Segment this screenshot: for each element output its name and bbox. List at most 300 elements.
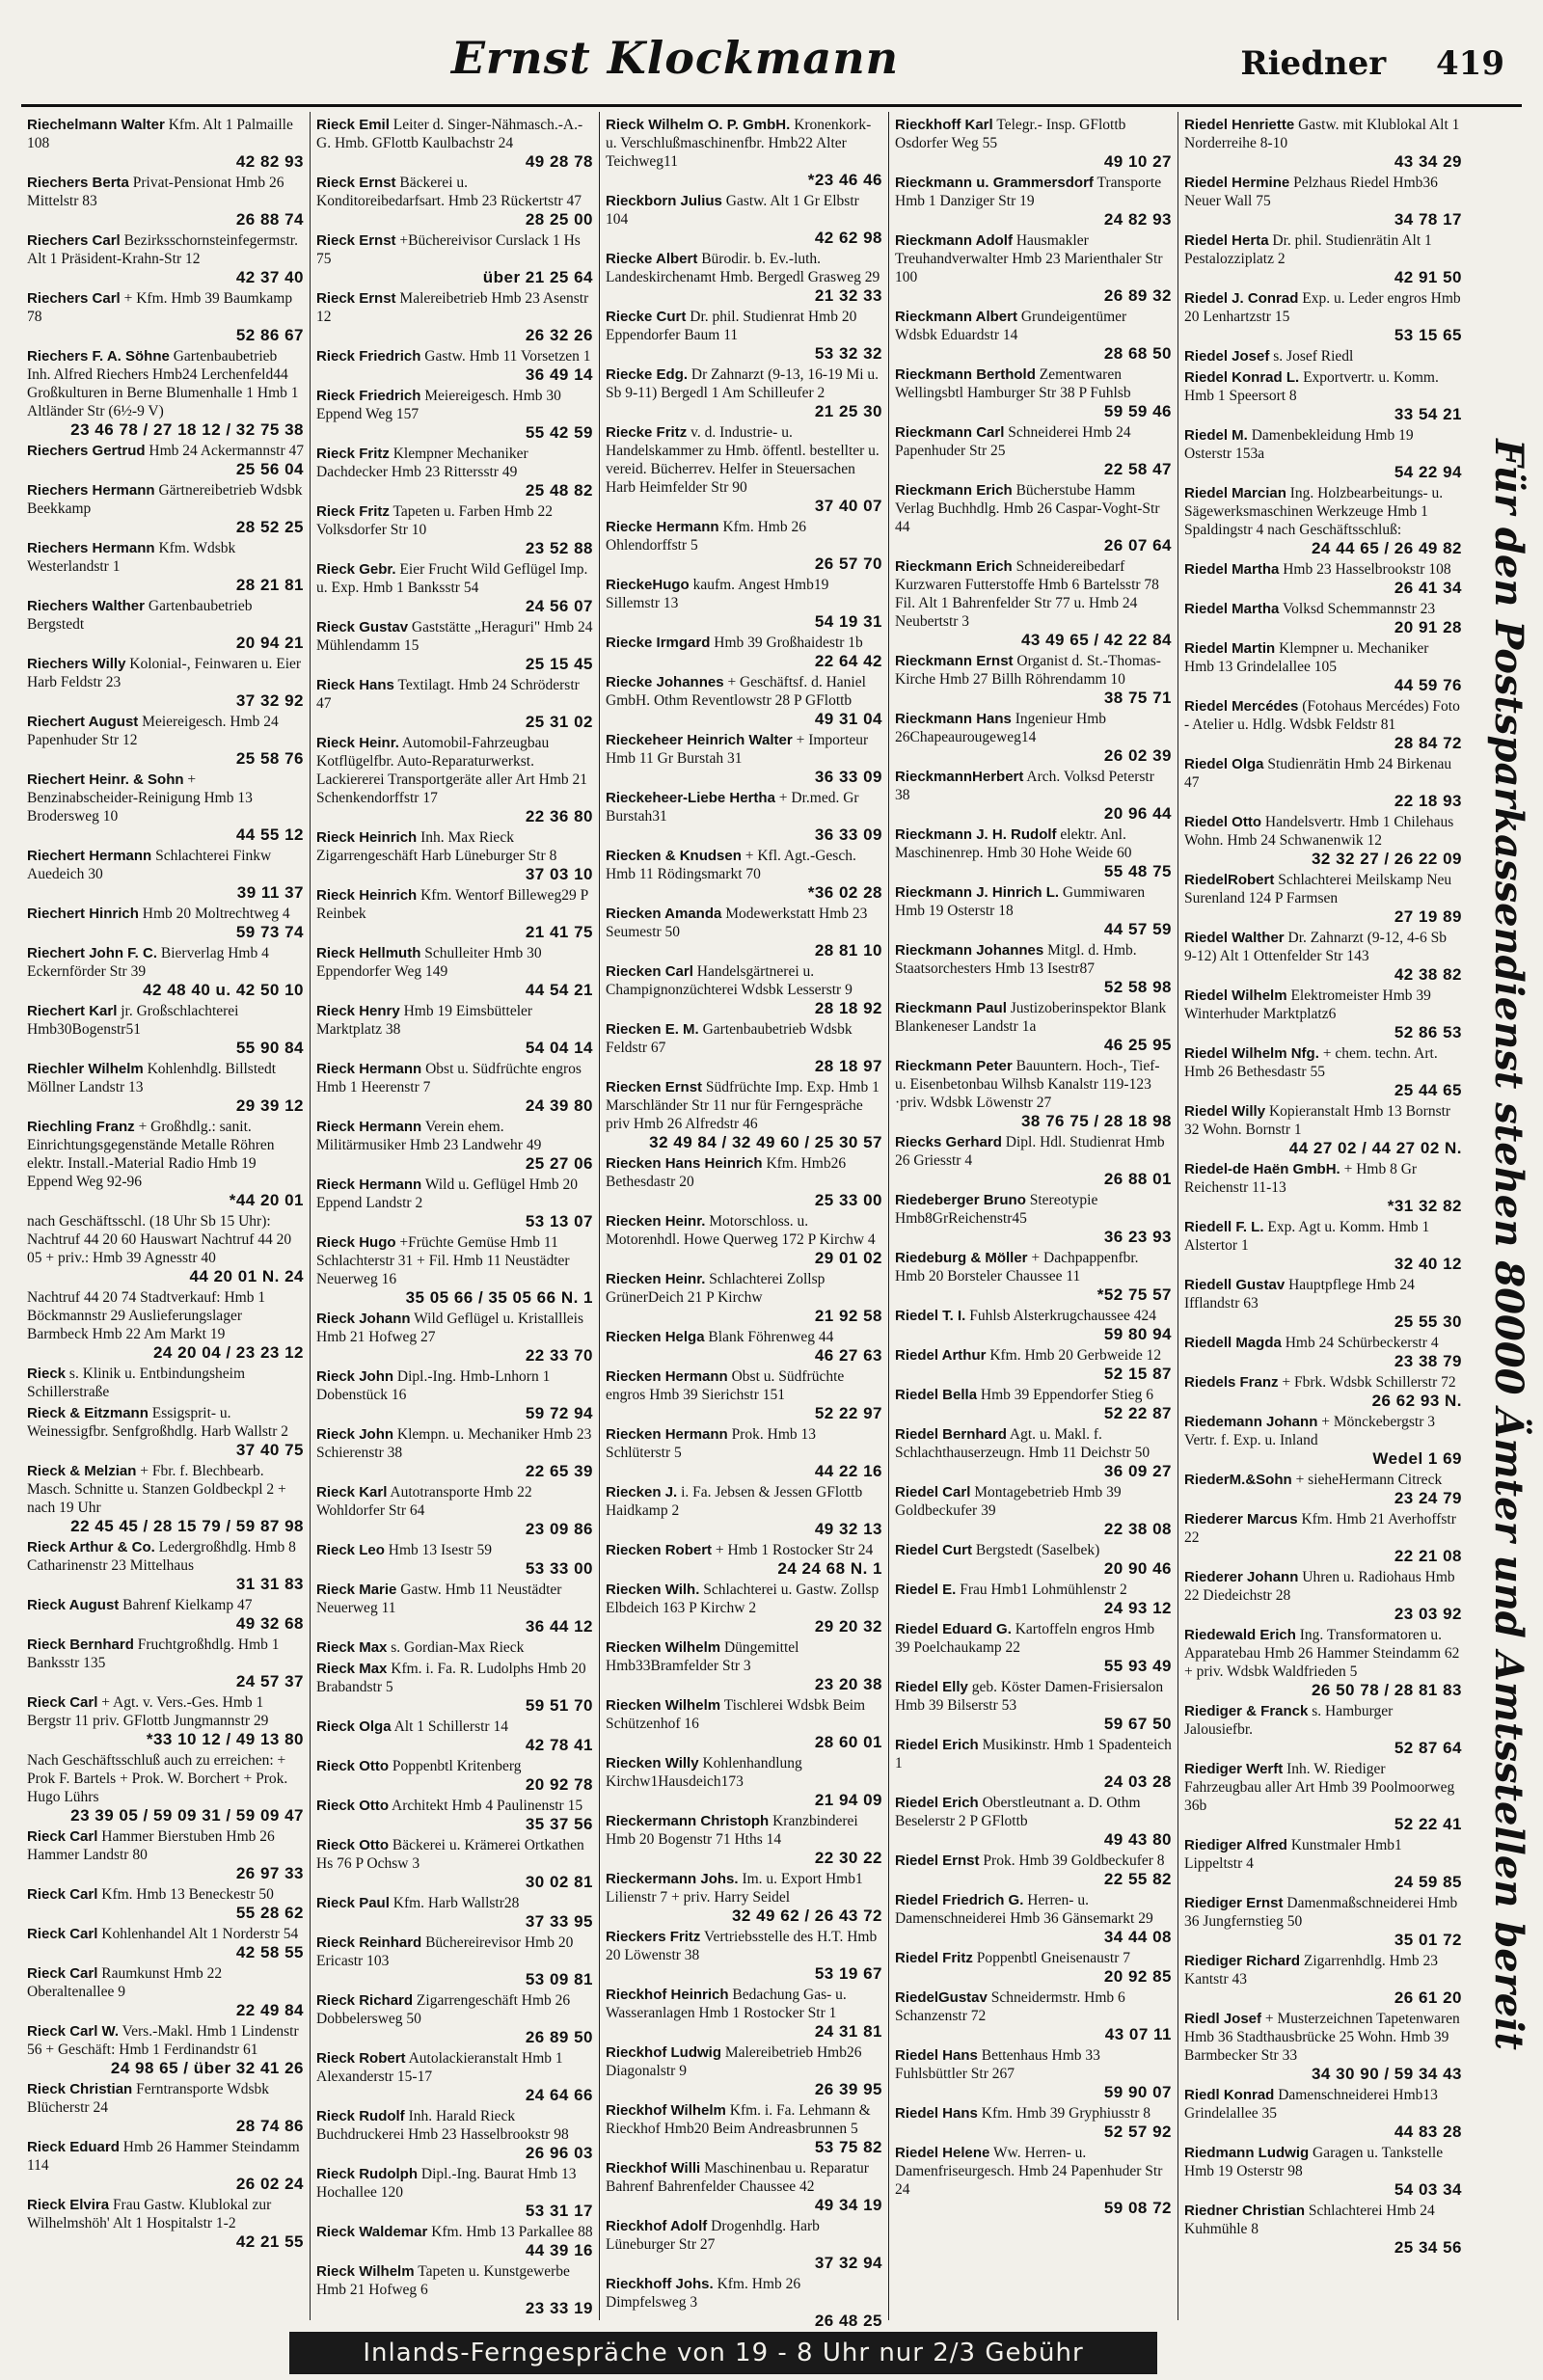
- entry-name: Riedel Fritz: [895, 1950, 973, 1966]
- entry-description: Ing. Holzbearbeitungs- u. Sägewerksmaschinen Werkzeuge Hmb 1 Spaldingstr 4 nach Geschäftsschluß:: [1184, 485, 1444, 538]
- entry-description: Agt. u. Makl. f. Schlachthauserzeugn. Hmb 11 Deichstr 50: [895, 1426, 1150, 1461]
- entry-phone: 44 59 76: [1394, 676, 1462, 694]
- entry-name: Riechers Gertrud: [27, 443, 146, 459]
- entry-name: Rieckmann Adolf: [895, 232, 1013, 249]
- entry-name: Riedel Erich: [895, 1737, 979, 1753]
- directory-entry: [316, 618, 593, 673]
- entry-phone: 52 57 92: [1103, 2123, 1172, 2141]
- directory-entry: [1184, 347, 1462, 365]
- entry-description: Inh. Harald Rieck Buchdruckerei Hmb 23 Hasselbrookstr 98: [316, 2108, 569, 2143]
- directory-entry: [1184, 755, 1462, 810]
- entry-phone: 36 09 27: [1103, 1462, 1172, 1480]
- entry-description: Kfm. Hmb 13 Beneckestr 50: [101, 1886, 274, 1903]
- directory-entry: [27, 771, 304, 844]
- directory-entry: [316, 2165, 593, 2220]
- entry-description: Maschinenbau u. Reparatur Bahrenf Bahrenfelder Chaussee 42: [606, 2160, 869, 2195]
- entry-phone: 22 45 45 / 28 15 79 / 59 87 98: [70, 1517, 304, 1535]
- directory-entry: [316, 2223, 593, 2259]
- publisher-logo-text: Ernst Klockmann: [450, 32, 900, 84]
- directory-entry: [27, 1827, 304, 1882]
- entry-name: Riecken Wilhelm: [606, 1639, 721, 1656]
- entry-name: Riecke Hermann: [606, 519, 719, 535]
- entry-name: Riedel Martha: [1184, 601, 1280, 617]
- entry-phone: 52 86 67: [235, 326, 304, 344]
- entry-description: Gaststätte „Heraguri" Hmb 24 Mühlendamm 15: [316, 619, 593, 654]
- directory-entry: [1184, 1702, 1462, 1757]
- entry-phone: 35 37 56: [525, 1815, 593, 1833]
- entry-phone: 24 31 81: [814, 2022, 882, 2041]
- entry-description: + Dachpappenfbr. Hmb 20 Borsteler Chaussee 11: [895, 1250, 1139, 1285]
- entry-phone: 38 75 71: [1103, 689, 1172, 707]
- entry-description: Elektromeister Hmb 39 Winterhuder Marktplatz6: [1184, 987, 1431, 1022]
- entry-phone: 26 41 34: [1394, 579, 1462, 597]
- entry-name: Riecken Hermann: [606, 1426, 728, 1443]
- entry-description: Automobil-Fahrzeugbau Kotflügelfbr. Auto-Reparaturwerkst. Lackiererei Transportgeräte aller Art Hmb 21 Schenkendorffstr 17: [316, 735, 588, 806]
- directory-entry: [1184, 697, 1462, 752]
- entry-phone: 25 48 82: [525, 481, 593, 500]
- entry-name: Riechers Carl: [27, 290, 121, 307]
- entry-description: Schlachterei Meilskamp Neu Surenland 124 P Farmsen: [1184, 872, 1452, 906]
- entry-name: Riecken Wilhelm: [606, 1697, 721, 1714]
- entry-name: Riedel Otto: [1184, 814, 1262, 830]
- directory-entry: [316, 676, 593, 731]
- entry-description: nach Geschäftsschl. (18 Uhr Sb 15 Uhr): Nachtruf 44 20 60 Hauswart Nachtruf 44 20 05 + priv.: Hmb 39 Agnesstr 40: [27, 1213, 292, 1266]
- entry-phone: 24 20 04 / 23 23 12: [152, 1343, 304, 1362]
- entry-phone: 44 55 12: [235, 825, 304, 844]
- entry-phone: 55 28 62: [235, 1904, 304, 1922]
- entry-name: Riecke Albert: [606, 251, 698, 267]
- entry-description: Privat-Pensionat Hmb 26 Mittelstr 83: [27, 175, 284, 209]
- entry-name: Riediger Alfred: [1184, 1837, 1287, 1853]
- entry-description: Exportvertr. u. Komm. Hmb 1 Speersort 8: [1184, 369, 1439, 404]
- directory-entry: [895, 1541, 1172, 1578]
- entry-description: Kfm. Hmb 20 Gerbweide 12: [989, 1347, 1162, 1364]
- entry-description: Eier Frucht Wild Geflügel Imp. u. Exp. Hmb 1 Banksstr 54: [316, 561, 588, 596]
- entry-name: Riedel Erich: [895, 1795, 979, 1811]
- entry-name: Rieck Leo: [316, 1542, 385, 1558]
- entry-phone: 32 40 12: [1394, 1255, 1462, 1273]
- entry-description: Fruchtgroßhdlg. Hmb 1 Banksstr 135: [27, 1636, 280, 1671]
- entry-phone: 26 97 33: [235, 1864, 304, 1882]
- entry-name: Riecken Hans Heinrich: [606, 1155, 763, 1172]
- directory-entry: [316, 1894, 593, 1931]
- entry-phone: 30 02 81: [525, 1873, 593, 1891]
- entry-description: Vers.-Makl. Hmb 1 Lindenstr 56 + Geschäft: Hmb 1 Ferdinandstr 61: [27, 2023, 299, 2058]
- entry-description: Ingenieur Hmb 26Chapeaurougeweg14: [895, 711, 1107, 745]
- entry-name: Riedeburg & Möller: [895, 1250, 1028, 1266]
- entry-phone: 24 44 65 / 26 49 82: [1311, 539, 1462, 557]
- directory-entry: [1184, 368, 1462, 423]
- entry-description: Tapeten u. Kunstgewerbe Hmb 21 Hofweg 6: [316, 2263, 570, 2298]
- entry-description: Hmb 26 Hammer Steindamm 114: [27, 2139, 300, 2174]
- entry-name: Riedel Hans: [895, 2105, 978, 2122]
- entry-name: Rieck Hans: [316, 677, 394, 693]
- directory-entry: [316, 1836, 593, 1891]
- entry-name: Riediger Ernst: [1184, 1895, 1284, 1911]
- entry-description: Inh. Max Rieck Zigarrengeschäft Harb Lüneburger Str 8: [316, 829, 557, 864]
- directory-entry: [895, 1133, 1172, 1188]
- entry-description: Malereibetrieb Hmb26 Diagonalstr 9: [606, 2044, 862, 2079]
- directory-entry: [1184, 484, 1462, 557]
- entry-name: Riedell F. L.: [1184, 1219, 1264, 1235]
- entry-description: Verein ehem. Militärmusiker Hmb 23 Landwehr 49: [316, 1119, 542, 1153]
- entry-name: Rieck Carl: [27, 1694, 98, 1711]
- entry-description: Schneidermstr. Hmb 6 Schanzenstr 72: [895, 1989, 1125, 2024]
- entry-description: Dipl.-Ing. Hmb-Lnhorn 1 Dobenstück 16: [316, 1368, 551, 1403]
- directory-entry: [27, 1596, 304, 1633]
- directory-entry: [606, 1754, 882, 1809]
- entry-description: Zigarrengeschäft Hmb 26 Dobbelersweg 50: [316, 1992, 571, 2027]
- entry-phone: 21 25 30: [814, 402, 882, 420]
- entry-name: Rieckmann u. Grammersdorf: [895, 175, 1094, 191]
- directory-entry: [27, 174, 304, 229]
- entry-phone: 20 94 21: [235, 634, 304, 652]
- entry-name: RiederM.&Sohn: [1184, 1472, 1292, 1488]
- entry-phone: 22 36 80: [525, 807, 593, 825]
- directory-entry: [1184, 2144, 1462, 2199]
- entry-description: Gastw. Hmb 11 Vorsetzen 1: [424, 348, 591, 365]
- directory-entry: [895, 308, 1172, 363]
- entry-description: Kohlenhandlung Kirchw1Hausdeich173: [606, 1755, 802, 1790]
- directory-entry: [316, 560, 593, 615]
- entry-phone: 24 64 66: [525, 2086, 593, 2104]
- entry-phone: 27 19 89: [1394, 907, 1462, 926]
- directory-entry: [316, 174, 593, 229]
- header-rule: [21, 104, 1522, 107]
- entry-phone: 44 22 16: [814, 1462, 882, 1480]
- entry-name: Rieck Marie: [316, 1582, 397, 1598]
- directory-entry: [27, 347, 304, 439]
- entry-name: Rieckeheer-Liebe Hertha: [606, 790, 775, 806]
- entry-name: Riecke Fritz: [606, 424, 688, 441]
- entry-description: Kunstmaler Hmb1 Lippeltstr 4: [1184, 1837, 1402, 1872]
- entry-name: Rieckermann Christoph: [606, 1813, 770, 1829]
- entry-name: Riedels Franz: [1184, 1374, 1279, 1391]
- directory-entry: [316, 231, 593, 286]
- entry-name: Riedel Willy: [1184, 1103, 1266, 1120]
- entry-description: Hmb 39 Großhaidestr 1b: [714, 635, 863, 651]
- directory-entry: [606, 962, 882, 1017]
- entry-phone: 24 56 07: [525, 597, 593, 615]
- entry-name: Rieck Bernhard: [27, 1636, 134, 1653]
- entry-name: Riedl Konrad: [1184, 2087, 1275, 2103]
- running-head: [1202, 44, 1504, 83]
- directory-entry: [895, 1386, 1172, 1422]
- entry-phone: 20 91 28: [1394, 618, 1462, 636]
- entry-name: Riecken Amanda: [606, 906, 722, 922]
- side-banner: [1479, 438, 1537, 2050]
- entry-name: Rieckhof Wilhelm: [606, 2102, 726, 2119]
- entry-description: Bahrenf Kielkamp 47: [122, 1597, 253, 1613]
- directory-entry: [1184, 871, 1462, 926]
- entry-name: Riechert August: [27, 714, 139, 730]
- entry-name: Riecken J.: [606, 1484, 678, 1501]
- entry-phone: 49 34 19: [814, 2196, 882, 2214]
- directory-entry: [316, 1660, 593, 1715]
- entry-description: Tischlerei Wdsbk Beim Schützenhof 16: [606, 1697, 866, 1732]
- entry-description: Gastw. Alt 1 Gr Elbstr 104: [606, 193, 859, 228]
- entry-name: Rieckmann Erich: [895, 482, 1013, 499]
- entry-description: Nachtruf 44 20 74 Stadtverkauf: Hmb 1 Böckmannstr 29 Auslieferungslager Barmbeck Hmb 22 Am Markt 19: [27, 1289, 266, 1342]
- directory-entry: [316, 1425, 593, 1480]
- entry-name: Rieckhof Adolf: [606, 2218, 708, 2234]
- entry-phone: 34 30 90 / 59 34 43: [1311, 2065, 1462, 2083]
- entry-description: Grundeigentümer Wdsbk Eduardstr 14: [895, 309, 1127, 343]
- directory-entry: [1184, 987, 1462, 1041]
- entry-description: Damenmaßschneiderei Hmb 36 Jungfernstieg 50: [1184, 1895, 1458, 1930]
- directory-entry: [606, 1638, 882, 1693]
- entry-phone: 25 58 76: [235, 749, 304, 768]
- entry-name: Rieck & Eitzmann: [27, 1405, 149, 1421]
- entry-phone: 26 02 24: [235, 2175, 304, 2193]
- entry-phone: *31 32 82: [1387, 1197, 1462, 1215]
- directory-entry: [895, 999, 1172, 1054]
- entry-phone: 25 15 45: [525, 655, 593, 673]
- entry-name: Rieck Emil: [316, 117, 390, 133]
- entry-name: Rieck Paul: [316, 1895, 390, 1911]
- entry-description: Schlachterei Zollsp GrünerDeich 21 P Kirchw: [606, 1271, 826, 1306]
- entry-description: v. d. Industrie- u. Handelskammer zu Hmb. öffentl. bestellter u. vereid. Bücherrev. Helfer in Steuersachen Harb Heimfelder Str 90: [606, 424, 880, 496]
- entry-description: Damenbekleidung Hmb 19 Osterstr 153a: [1184, 427, 1414, 462]
- entry-description: Düngemittel Hmb33Bramfelder Str 3: [606, 1639, 799, 1674]
- entry-description: Exp. Agt u. Komm. Hmb 1 Alstertor 1: [1184, 1219, 1430, 1254]
- entry-name: Riedel Mercédes: [1184, 698, 1299, 715]
- directory-entry: [606, 1581, 882, 1636]
- directory-entry: [27, 905, 304, 941]
- entry-name: Rieckmann Erich: [895, 558, 1013, 575]
- entry-phone: 46 25 95: [1103, 1036, 1172, 1054]
- entry-description: Kfm. Wdsbk Westerlandstr 1: [27, 540, 236, 575]
- entry-description: Kohlenhdlg. Billstedt Möllner Landstr 13: [27, 1061, 277, 1095]
- entry-phone: 59 73 74: [235, 923, 304, 941]
- directory-entry: [316, 502, 593, 557]
- entry-phone: 26 62 93 N.: [1371, 1392, 1462, 1410]
- entry-name: Riechling Franz: [27, 1119, 135, 1135]
- entry-description: Gartenbaubetrieb Wdsbk Feldstr 67: [606, 1021, 853, 1056]
- directory-entry: [1184, 1836, 1462, 1891]
- entry-phone: 29 20 32: [814, 1617, 882, 1636]
- entry-phone: 25 34 56: [1394, 2238, 1462, 2257]
- entry-name: Rieck Max: [316, 1661, 388, 1677]
- entry-name: Rieck Hugo: [316, 1234, 396, 1251]
- directory-entry: [316, 1797, 593, 1833]
- entry-phone: 23 33 19: [525, 2299, 593, 2317]
- entry-phone: 22 64 42: [814, 652, 882, 670]
- entry-name: Riedel Walther: [1184, 930, 1285, 946]
- entry-description: Stereotypie Hmb8GrReichenstr45: [895, 1192, 1098, 1227]
- directory-entry: [1184, 231, 1462, 286]
- entry-name: Rieckhoff Johs.: [606, 2276, 714, 2292]
- entry-phone: 28 25 00: [525, 210, 593, 229]
- entry-description: + sieheHermann Citreck: [1295, 1472, 1443, 1488]
- entry-description: Kfm. Hmb 26 Dimpfelsweg 3: [606, 2276, 801, 2311]
- entry-phone: 24 98 65 / über 32 41 26: [110, 2059, 304, 2077]
- entry-name: RieckmannHerbert: [895, 769, 1024, 785]
- directory-entry: [316, 445, 593, 500]
- entry-description: Frau Hmb1 Lohmühlenstr 2: [960, 1582, 1127, 1598]
- entry-name: Riechert Karl: [27, 1003, 118, 1019]
- directory-entry: [27, 1538, 304, 1593]
- entry-description: Organist d. St.-Thomas-Kirche Hmb 27 Billh Röhrendamm 10: [895, 653, 1161, 688]
- entry-description: Obst u. Südfrüchte engros Hmb 39 Sierichstr 151: [606, 1368, 845, 1403]
- entry-description: Autotransporte Hmb 22 Wohldorfer Str 64: [316, 1484, 532, 1519]
- entry-description: Kfm. Harb Wallstr28: [393, 1895, 520, 1911]
- entry-phone: 44 57 59: [1103, 920, 1172, 938]
- entry-name: Riedel Arthur: [895, 1347, 987, 1364]
- directory-entry: [606, 2101, 882, 2156]
- entry-description: Prok. Hmb 39 Goldbeckufer 8: [983, 1853, 1165, 1869]
- entry-phone: 54 04 14: [525, 1039, 593, 1057]
- directory-entry: [316, 1581, 593, 1636]
- directory-entry: [27, 1002, 304, 1057]
- directory-entry: [606, 1483, 882, 1538]
- directory-entry: [895, 652, 1172, 707]
- entry-phone: 22 38 08: [1103, 1520, 1172, 1538]
- entry-name: Riedel Ernst: [895, 1853, 980, 1869]
- entry-description: + Fbrk. Wdsbk Schillerstr 72: [1282, 1374, 1456, 1391]
- entry-phone: 26 07 64: [1103, 536, 1172, 554]
- entry-name: Riechers Carl: [27, 232, 121, 249]
- entry-phone: 25 33 00: [814, 1191, 882, 1209]
- directory-entry: [606, 192, 882, 247]
- directory-column: [21, 112, 311, 2320]
- entry-phone: 29 39 12: [235, 1096, 304, 1115]
- entry-description: Gummiwaren Hmb 19 Osterstr 18: [895, 884, 1146, 919]
- directory-entry: [316, 289, 593, 344]
- directory-entry: [27, 116, 304, 171]
- directory-entry: [1184, 1373, 1462, 1410]
- entry-description: Kranzbinderei Hmb 20 Bogenstr 71 Hths 14: [606, 1813, 858, 1848]
- entry-phone: 39 11 37: [236, 883, 304, 902]
- entry-phone: 37 32 94: [814, 2254, 882, 2272]
- directory-entry: [27, 1636, 304, 1690]
- entry-description: Gastw. mit Klublokal Alt 1 Norderreihe 8-10: [1184, 117, 1460, 151]
- directory-entry: [606, 116, 882, 189]
- entry-name: Rieck Wilhelm O. P. GmbH.: [606, 117, 791, 133]
- entry-phone: 35 05 66 / 35 05 66 N. 1: [405, 1288, 593, 1307]
- entry-phone: 49 32 68: [235, 1614, 304, 1633]
- directory-entry: [316, 1483, 593, 1538]
- entry-name: RiedelGustav: [895, 1989, 988, 2006]
- entry-phone: 26 88 01: [1103, 1170, 1172, 1188]
- entry-phone: 22 21 08: [1394, 1547, 1462, 1565]
- entry-description: Tapeten u. Farben Hmb 22 Volksdorfer Str 10: [316, 503, 553, 538]
- entry-description: Gastw. Hmb 11 Neustädter Neuerweg 11: [316, 1582, 562, 1616]
- directory-entry: [895, 1483, 1172, 1538]
- entry-name: Rieck Rudolf: [316, 2108, 405, 2124]
- entry-description: Frau Gastw. Klublokal zur Wilhelmshöh' Alt 1 Hospitalstr 1-2: [27, 2197, 272, 2231]
- entry-description: Meiereigesch. Hmb 30 Eppend Weg 157: [316, 388, 561, 422]
- entry-description: Bücherstube Hamm Verlag Buchhdlg. Hmb 26 Caspar-Voght-Str 44: [895, 482, 1160, 535]
- entry-description: Poppenbtl Gneisenaustr 7: [976, 1950, 1131, 1966]
- entry-phone: 23 46 78 / 27 18 12 / 32 75 38: [70, 420, 304, 439]
- directory-entry: [895, 1891, 1172, 1946]
- entry-name: Riecken Ernst: [606, 1079, 703, 1095]
- directory-entry: [1184, 174, 1462, 229]
- entry-description: Nach Geschäftsschluß auch zu erreichen: + Prok F. Bartels + Prok. W. Borchert + Prok. Hugo Lührs: [27, 1752, 288, 1805]
- entry-name: Rieck Carl: [27, 1965, 98, 1982]
- entry-description: Garagen u. Tankstelle Hmb 19 Osterstr 98: [1184, 2145, 1444, 2179]
- entry-name: Riedel T. I.: [895, 1308, 966, 1324]
- entry-description: Fuhlsb Alsterkrugchaussee 424: [969, 1308, 1156, 1324]
- directory-entry: [27, 1288, 304, 1362]
- entry-description: jr. Großschlachterei Hmb30Bogenstr51: [27, 1003, 239, 1038]
- entry-phone: 20 92 78: [525, 1775, 593, 1794]
- directory-entry: [316, 1310, 593, 1365]
- footer-banner: Inlands-Ferngespräche von 19 - 8 Uhr nur 2/3 Gebühr: [289, 2332, 1157, 2374]
- entry-name: Riedel Carl: [895, 1484, 971, 1501]
- entry-phone: 38 76 75 / 28 18 98: [1020, 1112, 1172, 1130]
- entry-phone: 35 01 72: [1394, 1931, 1462, 1949]
- entry-name: Riechert Hinrich: [27, 906, 139, 922]
- entry-phone: 54 22 94: [1394, 463, 1462, 481]
- entry-description: Herren- u. Damenschneiderei Hmb 36 Gänsemarkt 29: [895, 1892, 1153, 1927]
- entry-phone: 37 33 95: [525, 1912, 593, 1931]
- entry-description: Alt 1 Schillerstr 14: [393, 1718, 508, 1735]
- entry-description: Montagebetrieb Hmb 39 Goldbeckufer 39: [895, 1484, 1122, 1519]
- entry-phone: 24 24 68 N. 1: [777, 1559, 882, 1578]
- directory-entry: [606, 1078, 882, 1151]
- directory-entry: [606, 2275, 882, 2330]
- entry-description: Uhren u. Radiohaus Hmb 22 Diedeichstr 28: [1184, 1569, 1455, 1604]
- entry-description: Exp. u. Leder engros Hmb 20 Lenhartzstr 15: [1184, 290, 1461, 325]
- directory-entry: [606, 365, 882, 420]
- page-header: [0, 0, 1543, 116]
- entry-phone: 24 03 28: [1103, 1772, 1172, 1791]
- directory-entry: [606, 1020, 882, 1075]
- directory-entry: [316, 1717, 593, 1754]
- entry-name: Riediger Werft: [1184, 1761, 1284, 1777]
- entry-name: Riedeberger Bruno: [895, 1192, 1026, 1208]
- directory-entry: [895, 1949, 1172, 1986]
- entry-phone: 28 84 72: [1394, 734, 1462, 752]
- directory-entry: [895, 1581, 1172, 1617]
- entry-name: Rieck Gebr.: [316, 561, 396, 578]
- entry-phone: 42 82 93: [235, 152, 304, 171]
- directory-entry: [27, 1693, 304, 1748]
- entry-name: Riecken Wilh.: [606, 1582, 700, 1598]
- entry-name: Rieckmann Johannes: [895, 942, 1044, 959]
- entry-description: + chem. techn. Art. Hmb 26 Bethesdastr 55: [1184, 1045, 1438, 1080]
- directory-entry: [895, 1988, 1172, 2043]
- entry-description: Drogenhdlg. Harb Lüneburger Str 27: [606, 2218, 820, 2253]
- entry-phone: 26 61 20: [1394, 1988, 1462, 2007]
- entry-name: Riecken Willy: [606, 1755, 699, 1771]
- entry-phone: 42 38 82: [1394, 965, 1462, 984]
- entry-phone: 52 86 53: [1394, 1023, 1462, 1041]
- directory-entry: [895, 941, 1172, 996]
- directory-entry: [316, 828, 593, 883]
- entry-name: Rieckmann Carl: [895, 424, 1005, 441]
- entry-description: Hammer Bierstuben Hmb 26 Hammer Landstr 80: [27, 1828, 275, 1863]
- entry-name: Rieck Reinhard: [316, 1934, 422, 1951]
- entry-phone: 23 52 88: [525, 539, 593, 557]
- directory-entry: [27, 1118, 304, 1209]
- entry-name: Rieckmann Peter: [895, 1058, 1013, 1074]
- entry-description: Musikinstr. Hmb 1 Spadenteich 1: [895, 1737, 1172, 1771]
- directory-entry: [1184, 1044, 1462, 1099]
- entry-description: Architekt Hmb 4 Paulinenstr 15: [392, 1798, 583, 1814]
- entry-phone: 21 32 33: [814, 286, 882, 305]
- entry-phone: 52 22 41: [1394, 1815, 1462, 1833]
- directory-entry: [1184, 1413, 1462, 1468]
- entry-name: Riechert Hermann: [27, 848, 152, 864]
- entry-phone: 22 18 93: [1394, 792, 1462, 810]
- directory-entry: [27, 1212, 304, 1285]
- entry-phone: 20 92 85: [1103, 1967, 1172, 1986]
- directory-entry: [895, 1346, 1172, 1383]
- directory-entry: [1184, 2202, 1462, 2257]
